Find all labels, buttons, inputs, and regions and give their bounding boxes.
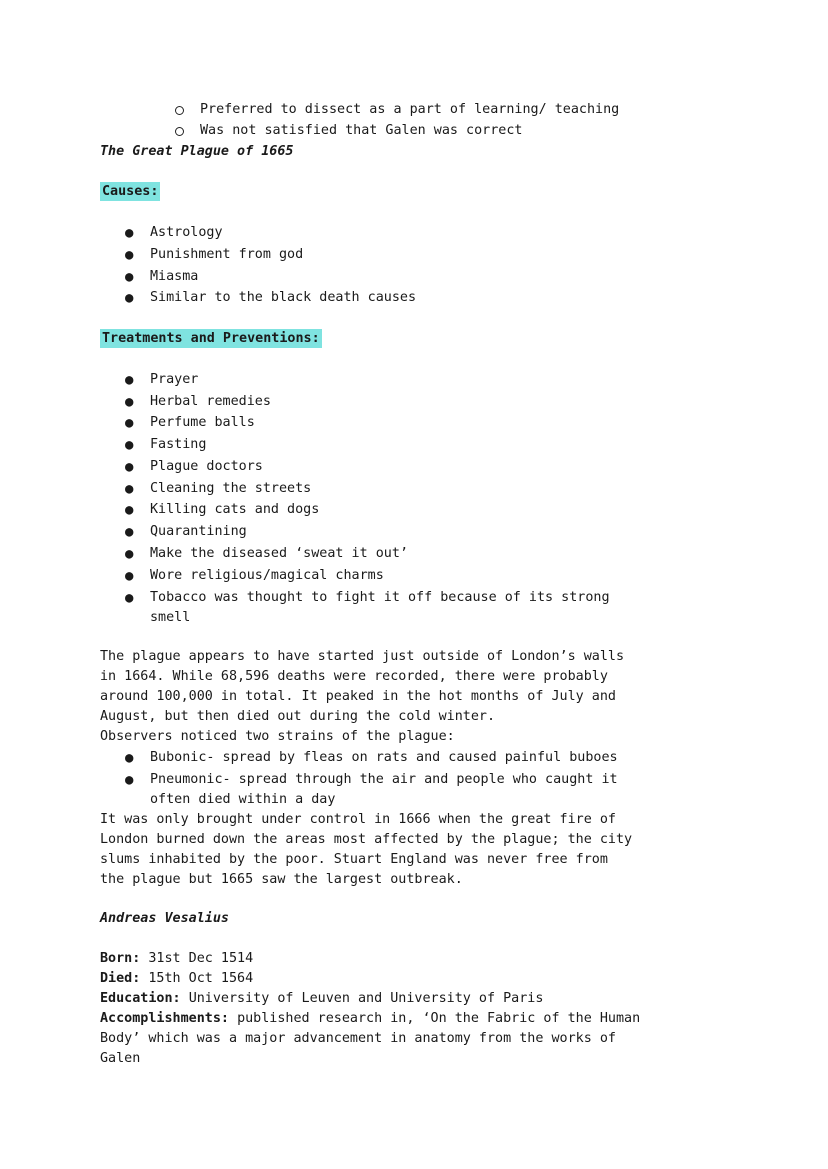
bullet-icon: ● [125,415,134,431]
sub-bullet-text: Was not satisfied that Galen was correct [200,123,523,138]
treatments-heading: Treatments and Preventions: [102,331,320,346]
bullet-icon: ● [125,502,134,518]
section-title: The Great Plague of 1665 [100,144,294,159]
accomplishments-line [100,1009,640,1029]
list-item: Prayer [150,372,199,387]
list-item: Wore religious/magical charms [150,568,384,583]
bullet-icon: ● [125,290,134,306]
hollow-bullet-icon [175,106,184,115]
bullet-icon: ● [125,546,134,562]
bullet-icon: ● [125,247,134,263]
bullet-icon: ● [125,772,134,788]
sub-bullet-text: Preferred to dissect as a part of learning/ teaching [200,102,620,117]
education-label: Education: [100,991,181,1006]
list-item: Cleaning the streets [150,481,312,496]
bullet-icon: ● [125,394,134,410]
bullet-icon: ● [125,568,134,584]
education-line [100,989,543,1009]
accomplishments-value: published research in, ‘On the Fabric of the Human [237,1011,641,1026]
list-item: Punishment from god [150,247,304,262]
bullet-icon: ● [125,372,134,388]
paragraph-line: Observers noticed two strains of the plague: [100,729,455,744]
bullet-icon: ● [125,437,134,453]
died-value: 15th Oct 1564 [148,971,254,986]
bullet-icon: ● [125,225,134,241]
list-item: Similar to the black death causes [150,290,417,305]
education-value: University of Leuven and University of Paris [188,991,544,1006]
list-item: Plague doctors [150,459,263,474]
born-value: 31st Dec 1514 [148,951,254,966]
paragraph-line: It was only brought under control in 1666 when the great fire of [100,812,616,827]
list-item-continuation: often died within a day [150,792,336,807]
list-item-continuation: smell [150,610,191,625]
list-item: Perfume balls [150,415,255,430]
born-line [100,949,253,969]
list-item: Miasma [150,269,199,284]
bullet-icon: ● [125,750,134,766]
paragraph-line: in 1664. While 68,596 deaths were recorded, there were probably [100,669,608,684]
born-label: Born: [100,951,141,966]
section-title: Andreas Vesalius [100,911,229,926]
list-item: Astrology [150,225,223,240]
list-item: Pneumonic- spread through the air and people who caught it [150,772,618,787]
list-item: Quarantining [150,524,247,539]
died-label: Died: [100,971,141,986]
died-line [100,969,253,989]
paragraph-line: Body’ which was a major advancement in anatomy from the works of [100,1031,616,1046]
bullet-icon: ● [125,590,134,606]
bullet-icon: ● [125,269,134,285]
list-item: Make the diseased ‘sweat it out’ [150,546,408,561]
paragraph-line: Galen [100,1051,141,1066]
accomplishments-label: Accomplishments: [100,1011,229,1026]
list-item: Tobacco was thought to fight it off because of its strong [150,590,610,605]
paragraph-line: around 100,000 in total. It peaked in the hot months of July and [100,689,616,704]
paragraph-line: slums inhabited by the poor. Stuart England was never free from [100,852,608,867]
paragraph-line: The plague appears to have started just outside of London’s walls [100,649,625,664]
paragraph-line: the plague but 1665 saw the largest outbreak. [100,872,463,887]
hollow-bullet-icon [175,127,184,136]
paragraph-line: August, but then died out during the cold winter. [100,709,496,724]
list-item: Herbal remedies [150,394,271,409]
list-item: Killing cats and dogs [150,502,320,517]
list-item: Bubonic- spread by fleas on rats and caused painful buboes [150,750,618,765]
paragraph-line: London burned down the areas most affected by the plague; the city [100,832,633,847]
bullet-icon: ● [125,481,134,497]
bullet-icon: ● [125,459,134,475]
causes-heading: Causes: [102,184,159,199]
bullet-icon: ● [125,524,134,540]
list-item: Fasting [150,437,207,452]
